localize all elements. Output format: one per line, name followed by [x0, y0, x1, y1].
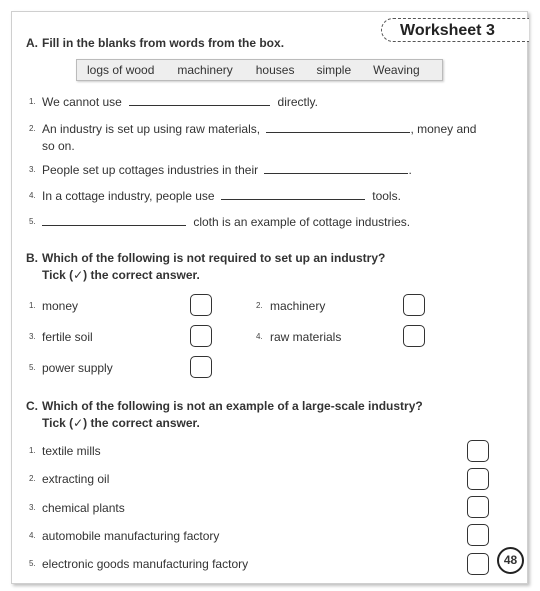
answer-checkbox[interactable] [467, 524, 489, 546]
option-label: extracting oil [42, 472, 110, 486]
option-label: money [42, 299, 79, 313]
option-number: 5. [29, 559, 36, 568]
section-b-letter: B. [26, 251, 38, 265]
answer-blank[interactable] [266, 122, 410, 133]
question-text: , money and [410, 122, 477, 136]
section-a-heading [26, 36, 284, 50]
answer-blank[interactable] [264, 163, 408, 174]
answer-checkbox[interactable] [403, 325, 425, 347]
section-b-heading [26, 251, 385, 265]
answer-checkbox[interactable] [467, 440, 489, 462]
option-number: 4. [29, 531, 36, 540]
answer-blank[interactable] [221, 189, 365, 200]
option-label: machinery [270, 299, 326, 313]
option-number: 2. [29, 474, 36, 483]
question-text: People set up cottages industries in their [42, 163, 259, 177]
question-number: 5. [29, 217, 36, 226]
section-c-title: Which of the following is not an example of a large-scale industry? [42, 399, 423, 413]
option-label: raw materials [270, 330, 342, 344]
question-text: cloth is an example of cottage industries. [193, 215, 411, 229]
word-box-item: houses [255, 63, 295, 77]
answer-checkbox[interactable] [190, 356, 212, 378]
question-number: 1. [29, 97, 36, 106]
question-text: In a cottage industry, people use [42, 189, 215, 203]
question-a1 [42, 95, 318, 109]
option-label: fertile soil [42, 330, 93, 344]
question-text: so on. [42, 139, 75, 153]
answer-blank[interactable] [42, 215, 186, 226]
question-text: directly. [277, 95, 318, 109]
option-label: electronic goods manufacturing factory [42, 557, 249, 571]
section-b-title: Which of the following is not required to set up an industry? [42, 251, 386, 265]
question-text: tools. [372, 189, 401, 203]
section-c-heading [26, 399, 423, 413]
question-text: We cannot use [42, 95, 122, 109]
answer-checkbox[interactable] [467, 468, 489, 490]
option-number: 1. [29, 446, 36, 455]
word-box-item: Weaving [373, 63, 420, 77]
question-a5 [42, 215, 410, 229]
word-box-item: simple [316, 63, 352, 77]
option-number: 4. [256, 332, 263, 341]
word-box [76, 59, 443, 81]
answer-checkbox[interactable] [403, 294, 425, 316]
question-a2 [42, 122, 476, 136]
question-a3 [42, 163, 412, 177]
option-number: 1. [29, 301, 36, 310]
question-number: 2. [29, 124, 36, 133]
word-box-item: machinery [177, 63, 233, 77]
section-b-instruction: Tick (✓) the correct answer. [42, 268, 200, 282]
answer-checkbox[interactable] [467, 553, 489, 575]
worksheet-title: Worksheet 3 [381, 18, 529, 42]
section-a-title: Fill in the blanks from words from the box. [42, 36, 285, 50]
option-number: 5. [29, 363, 36, 372]
word-box-item: logs of wood [87, 63, 155, 77]
page-number: 48 [497, 547, 524, 574]
option-label: textile mills [42, 444, 101, 458]
answer-blank[interactable] [129, 95, 270, 106]
question-text: . [408, 163, 412, 177]
section-a-letter: A. [26, 36, 38, 50]
option-number: 2. [256, 301, 263, 310]
question-number: 4. [29, 191, 36, 200]
option-label: power supply [42, 361, 113, 375]
answer-checkbox[interactable] [190, 325, 212, 347]
option-number: 3. [29, 503, 36, 512]
option-label: chemical plants [42, 501, 125, 515]
question-a4 [42, 189, 401, 203]
section-c-instruction: Tick (✓) the correct answer. [42, 416, 200, 430]
answer-checkbox[interactable] [467, 496, 489, 518]
question-number: 3. [29, 165, 36, 174]
answer-checkbox[interactable] [190, 294, 212, 316]
option-label: automobile manufacturing factory [42, 529, 220, 543]
question-text: An industry is set up using raw materials, [42, 122, 261, 136]
option-number: 3. [29, 332, 36, 341]
section-c-letter: C. [26, 399, 38, 413]
